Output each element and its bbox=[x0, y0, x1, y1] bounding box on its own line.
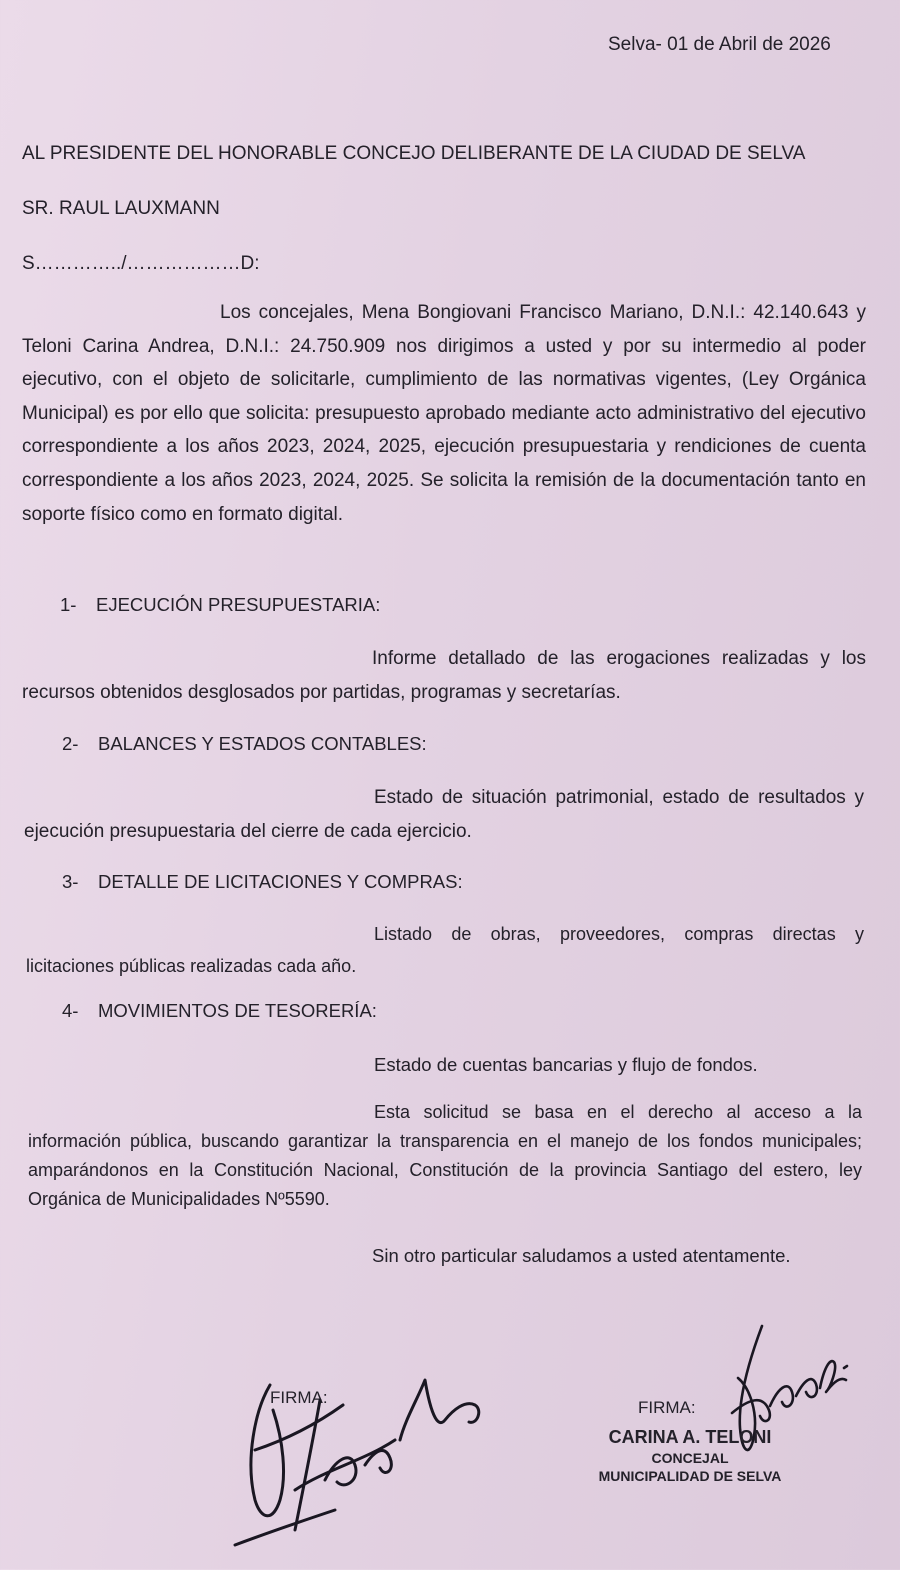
item-4-text: Estado de cuentas bancarias y flujo de fondos. bbox=[374, 1054, 758, 1075]
item-3-number: 3- bbox=[62, 871, 79, 892]
stamp-role: CONCEJAL bbox=[651, 1450, 729, 1466]
item-1-paragraph bbox=[22, 642, 866, 709]
addressee-line: AL PRESIDENTE DEL HONORABLE CONCEJO DELIBERANTE DE LA CIUDAD DE SELVA bbox=[22, 143, 806, 164]
item-4-title: MOVIMIENTOS DE TESORERÍA: bbox=[98, 1000, 377, 1021]
item-1-heading bbox=[60, 593, 380, 617]
item-2-title: BALANCES Y ESTADOS CONTABLES: bbox=[98, 733, 427, 754]
signature-stamp bbox=[585, 1425, 795, 1485]
item-3-text: Listado de obras, proveedores, compras directas y licitaciones públicas realizadas cada año. bbox=[26, 924, 864, 976]
item-4-heading bbox=[62, 999, 377, 1023]
item-1-title: EJECUCIÓN PRESUPUESTARIA: bbox=[96, 594, 381, 615]
item-4-number: 4- bbox=[62, 1000, 79, 1021]
left-signature-label: FIRMA: bbox=[270, 1388, 328, 1407]
item-1-text: Informe detallado de las erogaciones realizadas y los recursos obtenidos desglosados por partidas, programas y secretarías. bbox=[22, 648, 866, 703]
closing-line: Sin otro particular saludamos a usted atentamente. bbox=[372, 1245, 791, 1266]
left-signature bbox=[225, 1370, 525, 1570]
intro-paragraph bbox=[22, 296, 866, 531]
item-2-number: 2- bbox=[62, 733, 79, 754]
addressee-name: SR. RAUL LAUXMANN bbox=[22, 198, 220, 219]
item-2-text: Estado de situación patrimonial, estado de resultados y ejecución presupuestaria del cierre de cada ejercicio. bbox=[24, 787, 864, 842]
item-1-number: 1- bbox=[60, 594, 77, 615]
item-3-heading bbox=[62, 870, 463, 894]
item-2-paragraph bbox=[24, 781, 864, 848]
salutation: S…………../………………D: bbox=[22, 253, 260, 274]
intro-text: Los concejales, Mena Bongiovani Francisco Mariano, D.N.I.: 42.140.643 y Teloni Carina Andrea, D.N.I.: 24.750.909 nos dirigimos a usted y por su intermedio al poder ejecutivo, con el objeto de solicitarle, cumplimiento de las normativas vigentes, (Ley Orgánica Municipal) es por ello que solicita: presupuesto aprobado mediante acto administrativo del ejecutivo correspondiente a los años 2023, 2024, 2025, ejecución presupuestaria y rendiciones de cuenta correspondiente a los años 2023, 2024, 2025. Se solicita la remisión de la documentación tanto en soporte físico como en formato digital. bbox=[22, 302, 866, 525]
item-4-paragraph bbox=[374, 1053, 758, 1077]
basis-text: Esta solicitud se basa en el derecho al acceso a la información pública, buscando garantizar la transparencia en el manejo de los fondos municipales; amparándonos en la Constitución Nacional, Constitución de la provincia Santiago del estero, ley Orgánica de Municipalidades Nº5590. bbox=[28, 1102, 862, 1209]
item-3-title: DETALLE DE LICITACIONES Y COMPRAS: bbox=[98, 871, 463, 892]
basis-paragraph bbox=[28, 1098, 862, 1214]
right-signature-label: FIRMA: bbox=[638, 1398, 696, 1417]
item-3-paragraph bbox=[26, 918, 864, 982]
place-date: Selva- 01 de Abril de 2026 bbox=[608, 34, 831, 55]
stamp-name: CARINA A. TELONI bbox=[608, 1427, 772, 1447]
item-2-heading bbox=[62, 732, 427, 756]
stamp-institution: MUNICIPALIDAD DE SELVA bbox=[598, 1468, 782, 1484]
